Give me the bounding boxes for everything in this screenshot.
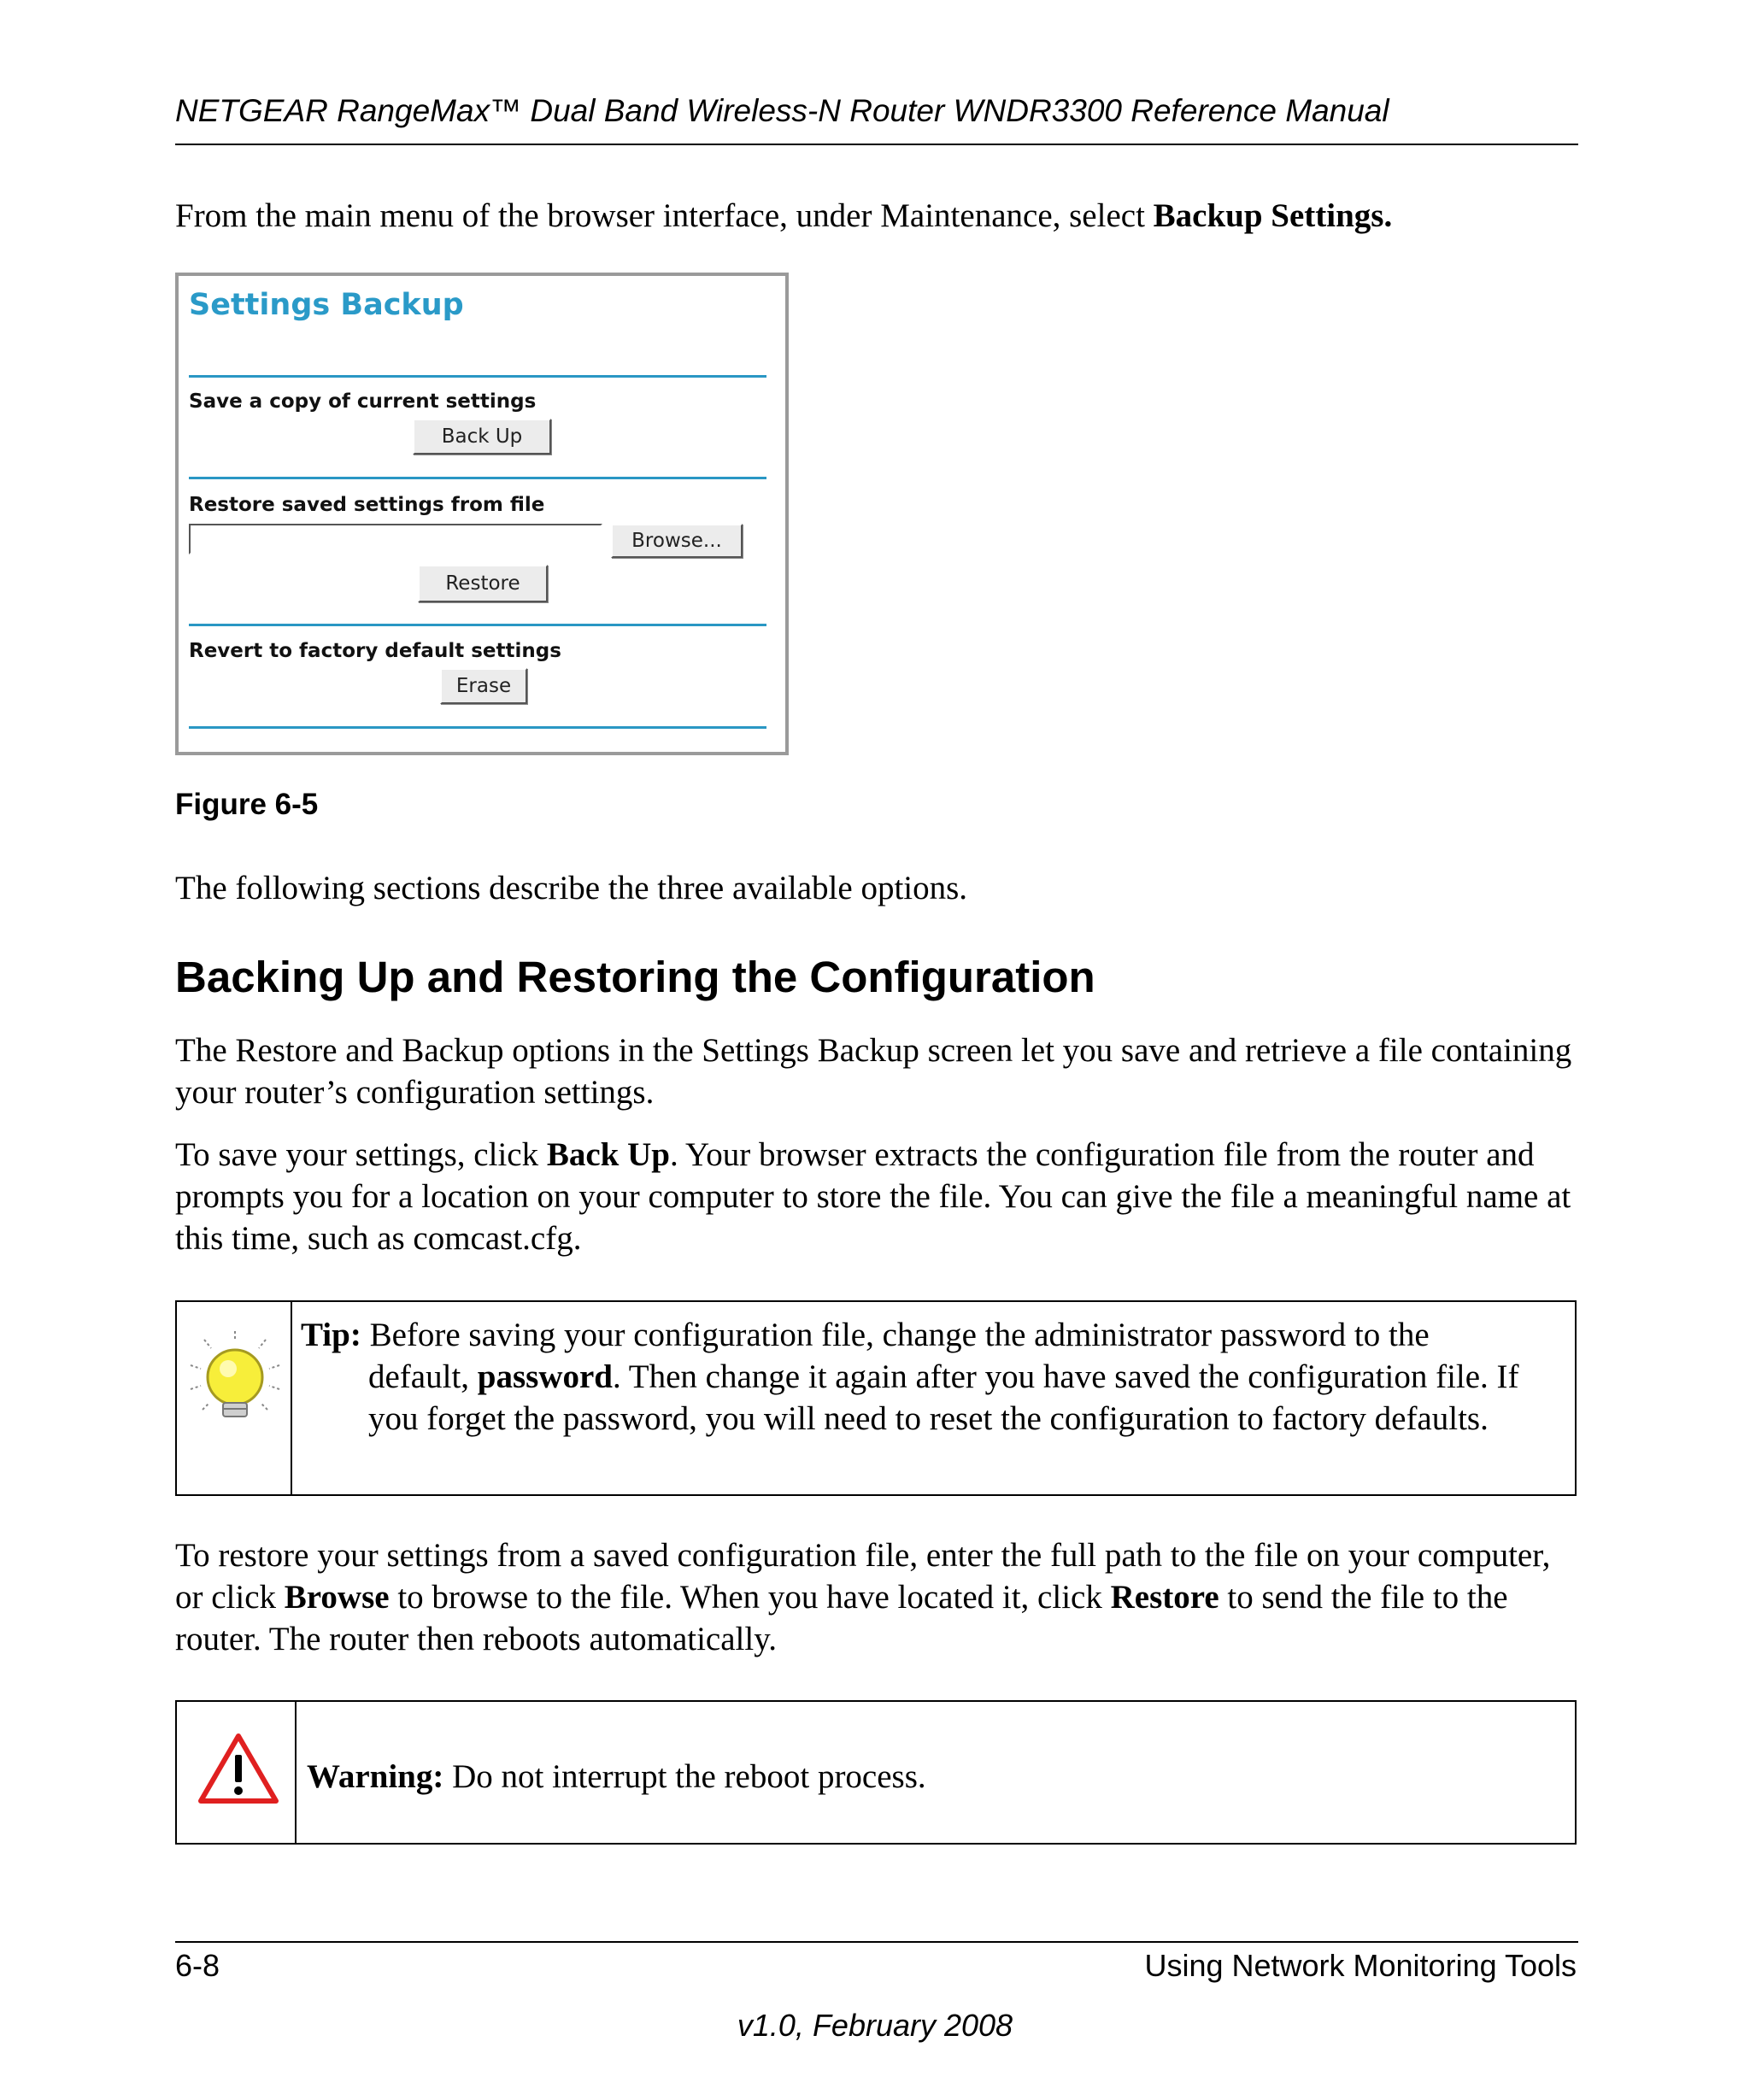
settings-backup-screenshot: [175, 273, 789, 755]
panel-title: Settings Backup: [189, 288, 464, 322]
intro-bold: Backup Settings.: [1153, 197, 1393, 234]
warning-icon: [196, 1731, 281, 1808]
panel-divider: [189, 375, 766, 378]
backup-button[interactable]: Back Up: [413, 419, 551, 455]
tip-text-c: . Then change it again after you have saved the configuration file. If you forget the password, you will need to reset the configuration to factory defaults.: [368, 1358, 1519, 1437]
tip-box: [175, 1300, 1577, 1496]
para2-text-a: To save your settings, click: [175, 1136, 547, 1173]
restore-bold-restore: Restore: [1110, 1579, 1219, 1616]
intro-paragraph: [175, 195, 1577, 237]
restore-label: Restore saved settings from file: [189, 494, 545, 516]
restore-button[interactable]: Restore: [418, 565, 548, 602]
footer-page-number: 6-8: [175, 1948, 220, 1983]
header-rule: [175, 144, 1578, 145]
restore-text-b: to browse to the file. When you have located it, click: [389, 1579, 1111, 1616]
tip-divider: [291, 1302, 292, 1494]
footer-chapter: Using Network Monitoring Tools: [1144, 1948, 1577, 1983]
panel-divider: [189, 726, 766, 729]
save-copy-label: Save a copy of current settings: [189, 390, 537, 413]
warning-text: [307, 1756, 926, 1798]
following-paragraph: The following sections describe the three available options.: [175, 870, 968, 906]
restore-text-c: to send the file to the router. The router then reboots automatically.: [175, 1579, 1508, 1657]
tip-bold: password: [477, 1358, 613, 1395]
warning-label: Warning:: [307, 1758, 444, 1795]
restore-text-a: To restore your settings from a saved configuration file, enter the full path to the file on your computer, or click: [175, 1537, 1551, 1616]
panel-divider: [189, 624, 766, 626]
section-paragraph-2: [175, 1134, 1577, 1259]
lightbulb-icon: [184, 1328, 286, 1430]
tip-text-b: default,: [368, 1358, 478, 1395]
warning-box: [175, 1700, 1577, 1845]
revert-label: Revert to factory default settings: [189, 640, 561, 662]
figure-caption: Figure 6-5: [175, 788, 319, 821]
warning-divider: [295, 1702, 297, 1843]
footer-version: v1.0, February 2008: [737, 2008, 1013, 2043]
tip-text-a: Before saving your configuration file, change the administrator password to the: [369, 1317, 1430, 1353]
para2-bold: Back Up: [546, 1136, 670, 1173]
panel-divider: [189, 477, 766, 479]
para2-text-b: . Your browser extracts the configuration file from the router and prompts you for a location on your computer to store the file. You can give the file a meaningful name at this time, such as comcast.cfg.: [175, 1136, 1571, 1257]
section-paragraph-1: The Restore and Backup options in the Settings Backup screen let you save and retrieve a file containing your router’s configuration settings.: [175, 1032, 1572, 1111]
restore-bold-browse: Browse: [284, 1579, 390, 1616]
file-path-input[interactable]: [189, 524, 602, 554]
restore-paragraph: [175, 1534, 1577, 1660]
intro-text: From the main menu of the browser interface, under Maintenance, select: [175, 197, 1154, 234]
tip-continuation: [301, 1356, 1565, 1440]
footer-rule: [175, 1941, 1578, 1943]
running-header: NETGEAR RangeMax™ Dual Band Wireless-N Router WNDR3300 Reference Manual: [175, 93, 1389, 128]
erase-button[interactable]: Erase: [440, 668, 527, 704]
browse-button[interactable]: Browse...: [611, 524, 743, 558]
tip-label: Tip:: [301, 1317, 361, 1353]
warning-message: Do not interrupt the reboot process.: [443, 1758, 926, 1795]
tip-text: [301, 1314, 1565, 1440]
section-heading: Backing Up and Restoring the Configuration: [175, 953, 1095, 1001]
